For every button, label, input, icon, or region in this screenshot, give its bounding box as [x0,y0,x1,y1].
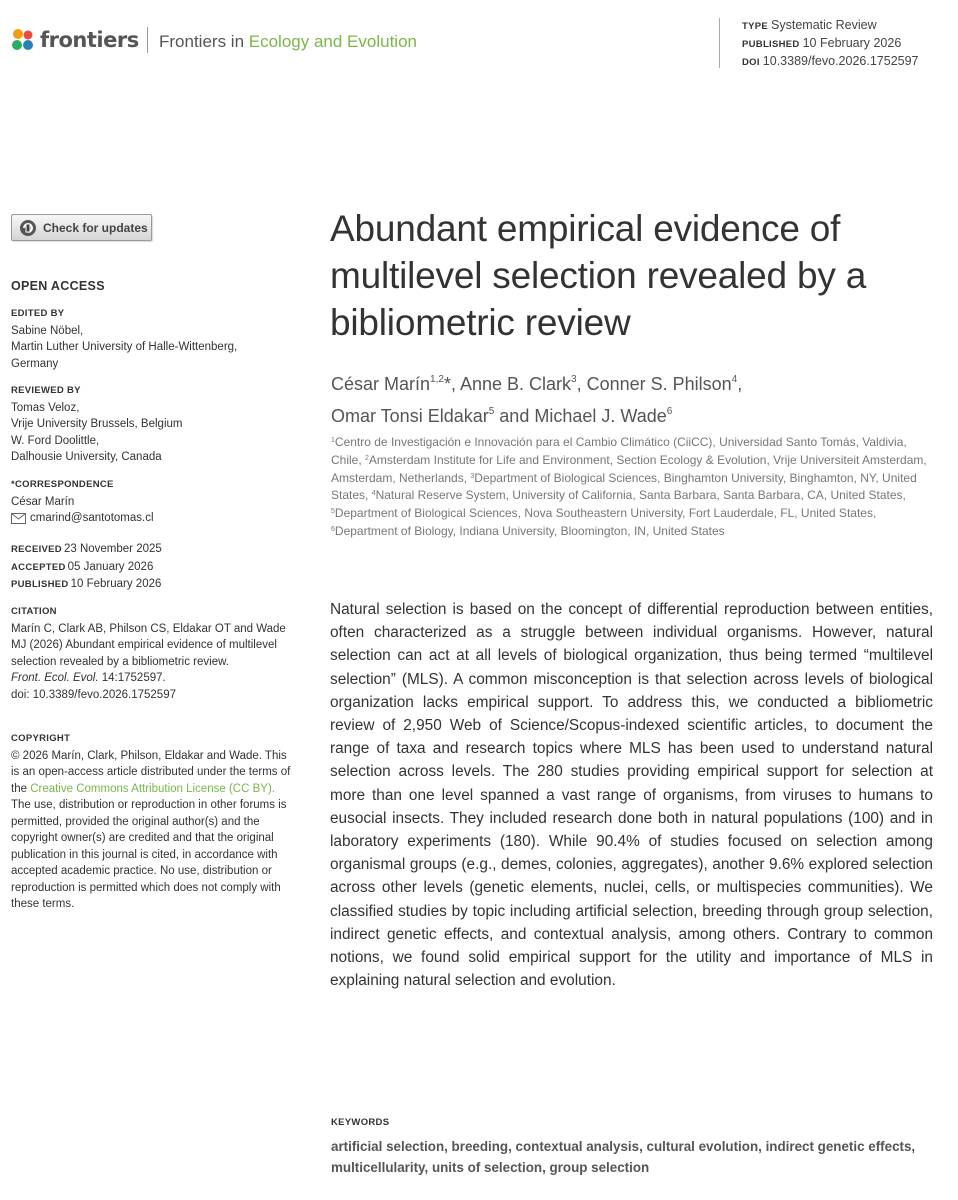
frontiers-logo[interactable] [10,27,139,53]
meta-doi[interactable]: DOI 10.3389/fevo.2026.1752597 [742,54,919,68]
editor-line: Germany [11,357,59,370]
affiliation: Department of Biological Sciences, Nova Southeastern University, Fort Lauderdale, FL, United States, [334,506,877,521]
license-link[interactable]: Creative Commons Attribution License (CC BY). [30,782,275,795]
edited-by-label: EDITED BY [11,308,65,319]
correspondence-section [11,477,296,527]
received-date: RECEIVED 23 November 2025 [11,543,162,555]
author-list: César Marín$^{1,2}$*, Anne B. Clark$^3$, Conner S. Philson$^4$, Omar Tonsi Eldakar$^5$ and Michael J. Wade$^6$ [331,374,743,426]
affiliation-number: 5 [331,508,335,516]
citation-section [11,604,296,703]
author-affiliation-marker: 6 [666,406,673,417]
corresponding-mark: * [443,374,451,394]
affiliations [331,433,931,540]
author-affiliation-marker: 3 [571,374,577,385]
affiliation: Department of Biology, Indiana University, Bloomington, IN, United States [334,523,725,538]
citation-journal: Front. Ecol. Evol. [11,672,99,684]
author[interactable]: Michael J. Wade$^6$ [534,406,673,426]
editor-line: Martin Luther University of Halle-Wittenberg, [11,341,238,353]
check-for-updates-button[interactable] [11,214,152,241]
author[interactable]: Conner S. Philson$^4$ [586,374,738,394]
copyright-text: © 2026 Marín, Clark, Philson, Eldakar and Wade. This is an open-access article distributed under the terms of the Creative Commons Attribution License (CC BY). The use, distribution or reproduction in other forums is permitted, provided the original author(s) and the copyright owner(s) are credited and that the original publication in this journal is cited, in accordance with accepted academic practice. No use, distribution or reproduction is permitted which does not comply with these terms. [11,749,291,910]
affiliation-number: 3 [470,472,475,480]
journal-accent: Ecology and Evolution [248,32,417,51]
meta-divider [719,18,720,68]
affiliation-number: 2 [365,454,369,462]
correspondence-email[interactable]: cmarind@santotomas.cl [30,512,154,524]
copyright-label: COPYRIGHT [11,733,71,744]
check-for-updates-label: Check for updates [43,220,148,235]
affiliation: Amsterdam Institute for Life and Environment, Section Ecology & Evolution, Vrije Universiteit Amsterdam, Amsterdam, Netherlands, [331,452,927,485]
copyright-section [11,731,296,913]
frontiers-logo-icon [10,27,36,53]
author[interactable]: César Marín$^{1,2}$* [331,374,451,394]
affiliation-number: 6 [331,525,335,533]
reviewer-line: Tomas Veloz, [11,401,80,414]
citation-text: Marín C, Clark AB, Philson CS, Eldakar OT and Wade MJ (2026) Abundant empirical evidence of multilevel selection revealed by a bibliometric review. [11,622,286,668]
affiliation-number: 1 [331,437,335,444]
dates-section [11,541,296,594]
author-affiliation-marker: 5 [488,406,495,417]
journal-prefix: Frontiers in [159,32,249,51]
reviewed-by-section [11,383,296,466]
article-title: Abundant empirical evidence of multilevel selection revealed by a bibliometric review [330,208,867,343]
author[interactable]: Anne B. Clark$^3$ [459,374,577,394]
keywords-label: KEYWORDS [331,1117,390,1128]
correspondence-label: *CORRESPONDENCE [11,479,114,490]
reviewer-line: W. Ford Doolittle, [11,434,100,447]
check-updates-icon [19,219,37,237]
journal-name[interactable] [159,32,417,52]
edited-by-section [11,306,296,372]
author-affiliation-marker: 4 [731,374,738,385]
published-date: PUBLISHED 10 February 2026 [11,578,162,590]
accepted-date: ACCEPTED 05 January 2026 [11,560,154,573]
editor-line: Sabine Nöbel, [11,324,84,337]
reviewer-line: Dalhousie University, Canada [11,451,162,463]
affiliation: Centro de Investigación e Innovación para el Cambio Climático (CiiCC), Universidad Santo Tomás, Valdivia, Chile, [331,435,907,467]
author-affiliation-marker: 1,2 [430,374,444,385]
envelope-icon [11,513,26,524]
keywords: artificial selection, breeding, contextual analysis, cultural evolution, indirect genetic effects, multicellularity, units of selection, group selection [331,1139,916,1175]
author[interactable]: Omar Tonsi Eldakar$^5$ [331,406,495,426]
citation-doi[interactable]: doi: 10.3389/fevo.2026.1752597 [11,688,176,701]
meta-published: PUBLISHED 10 February 2026 [742,36,902,50]
citation-volume: 14:1752597. [98,672,166,684]
affiliation: Department of Biological Sciences, Binghamton University, Binghamton, NY, United States, [331,470,917,503]
correspondence-name: César Marín [11,495,75,508]
meta-type: TYPE Systematic Review [742,18,877,32]
reviewed-by-label: REVIEWED BY [11,385,81,396]
citation-label: CITATION [11,606,57,617]
affiliation-number: 4 [371,490,376,498]
logo-wordmark: frontiers [40,28,139,52]
abstract: Natural selection is based on the concept of differential reproduction between entities, often characterized as a struggle between individual organisms. However, natural selection can act at all levels of biological organization, thus being termed “multilevel selection” (MLS). A common misconception is that selection across levels of biological organization lacks empirical support. To address this, we conducted a bibliometric review of 2,950 Web of Science/Scopus-indexed scientific articles, to document the range of taxa and research topics where MLS has been used to understand natural selection across levels. The 280 studies providing empirical support for selection at more than one level spanned a vast range of organisms, from viruses to humans to eusocial insects. They included research done both in natural populations (100) and in laboratory experiments (180). While 90.4% of studies focused on selection among organismal groups (e.g., demes, colonies, aggregates), another 9.6% explored selection across other levels (genetic elements, nuclei, cells, or multispecies communities). We classified studies by topic including artificial selection, breeding through group selection, indirect genetic effects, and contextual analysis, among others. Contrary to common notions, we found solid empirical support for the utility and importance of MLS in explaining natural selection and evolution. [330,601,933,990]
reviewer-line: Vrije University Brussels, Belgium [11,418,183,430]
header-divider [147,27,148,53]
correspondence-email-row[interactable] [11,510,296,527]
affiliation: Natural Reserve System, University of California, Santa Barbara, Santa Barbara, CA, United States, [375,488,906,503]
open-access-label: OPEN ACCESS [11,279,105,293]
